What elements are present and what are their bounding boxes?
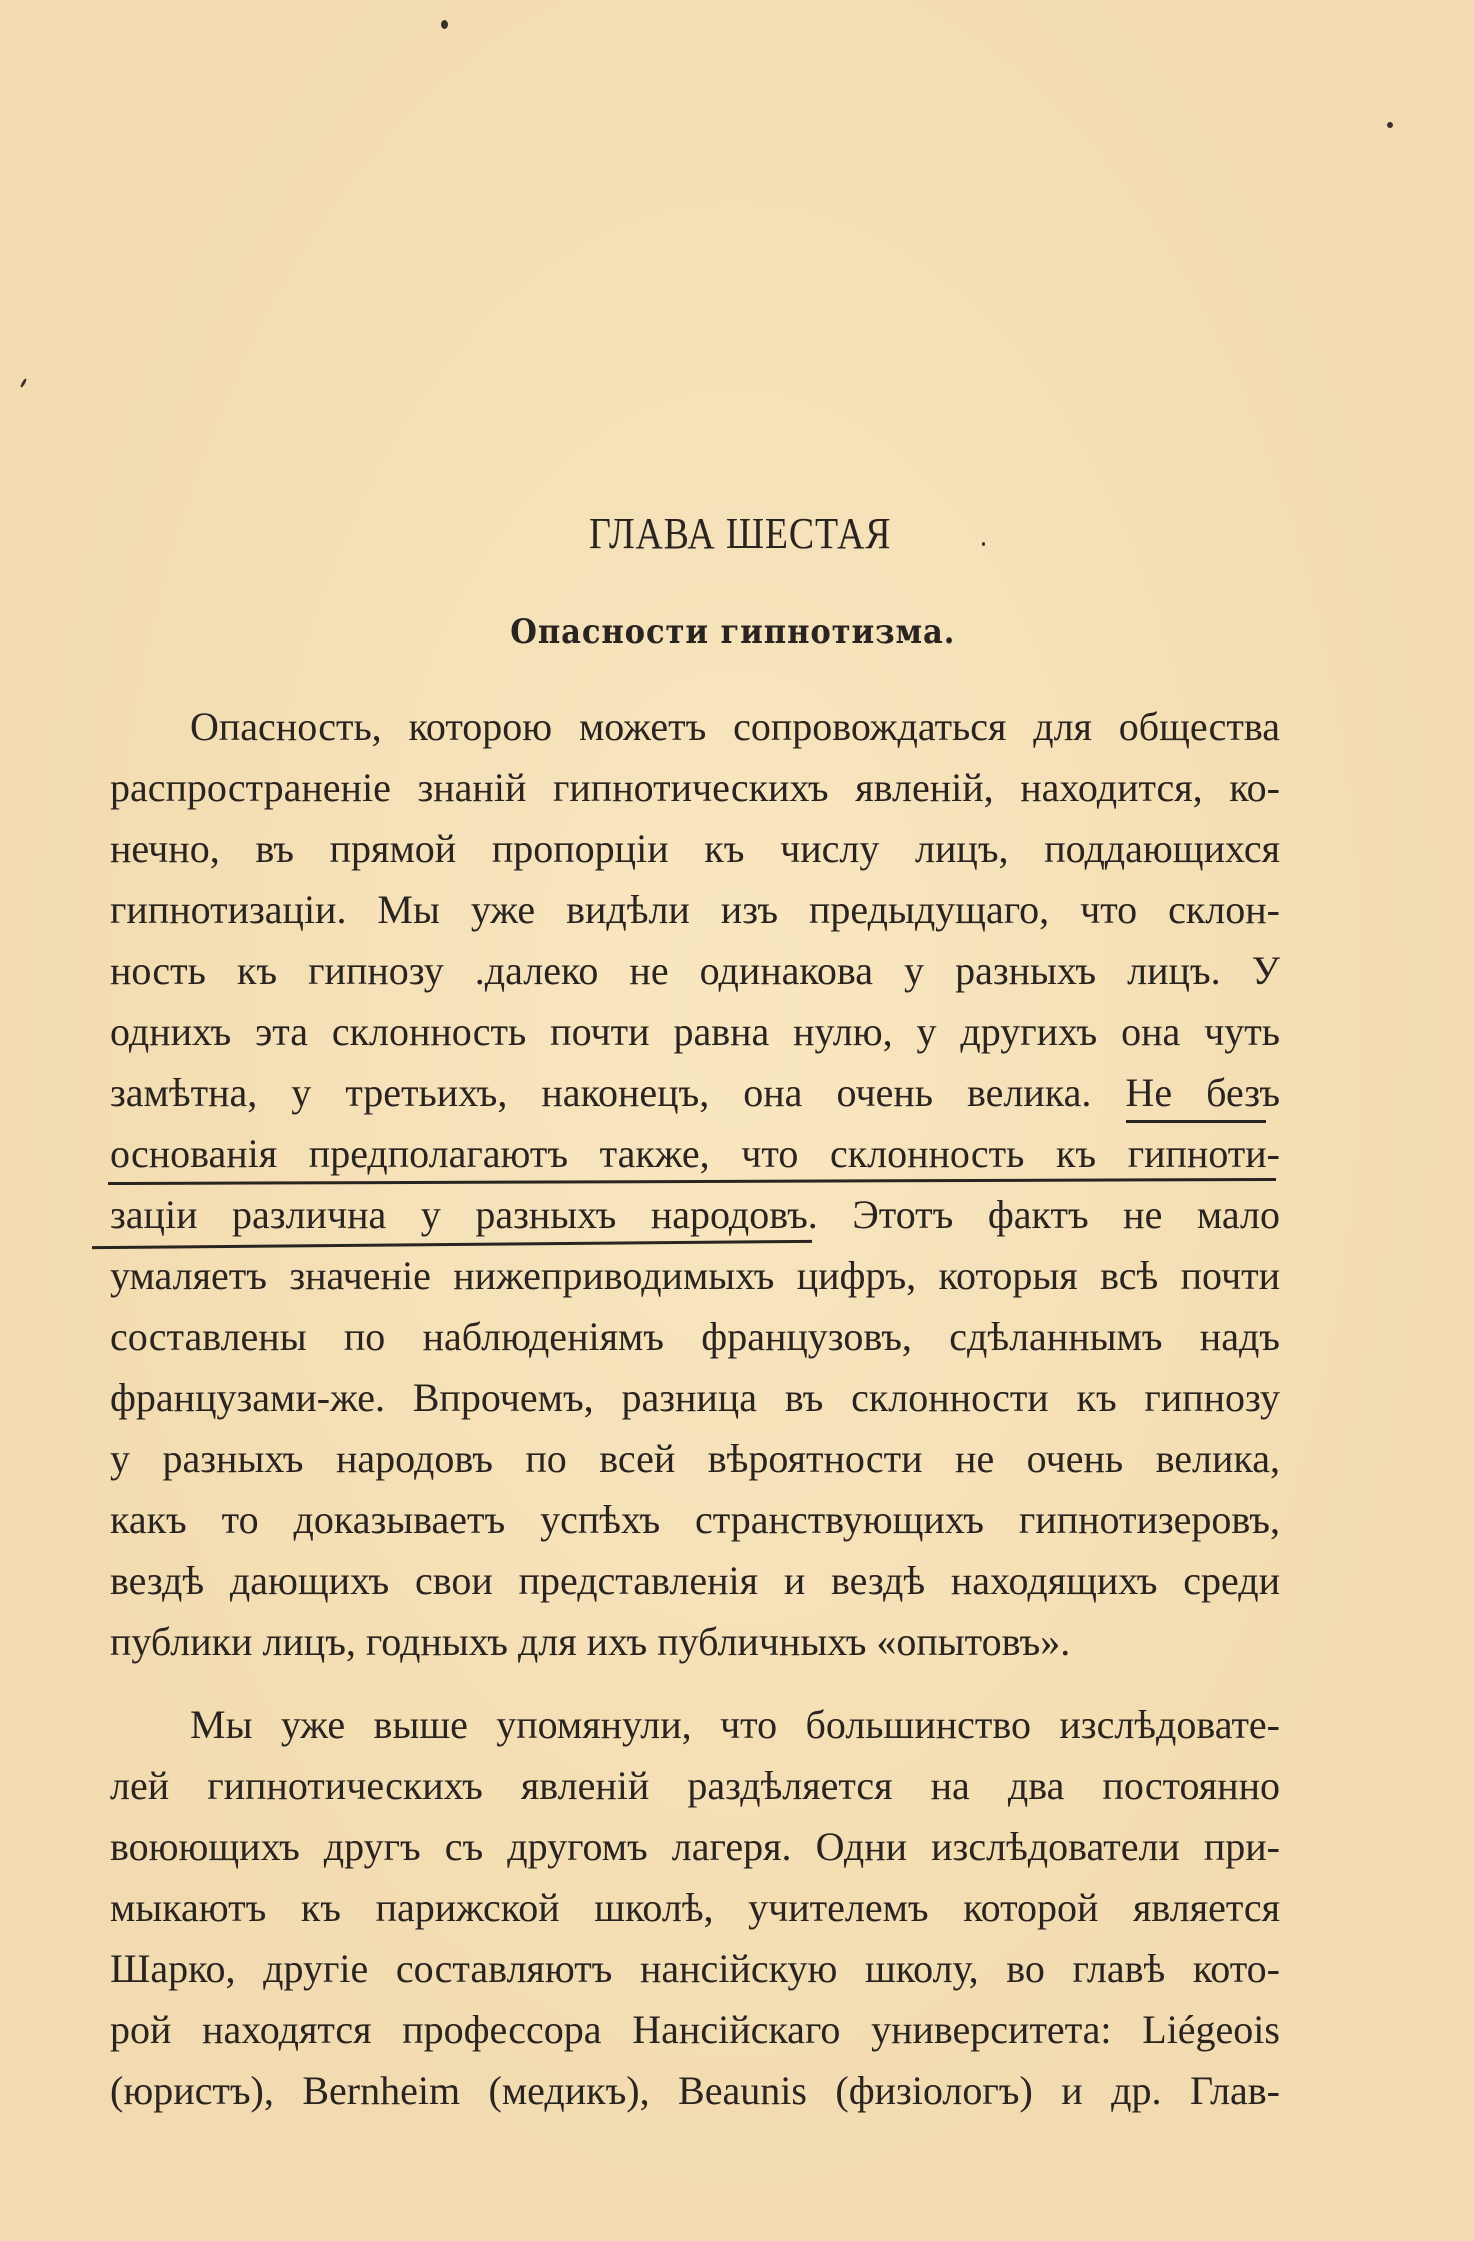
text-line: умаляетъ значеніе нижеприводимыхъ цифръ, которыя всѣ почти [110, 1253, 1280, 1298]
text-line: какъ то доказываетъ успѣхъ странствующихъ гипнотизеровъ, [110, 1497, 1280, 1542]
text-line: Шарко, другіе составляютъ нансійскую школу, во главѣ кото- [110, 1946, 1280, 1991]
ink-speck [1387, 122, 1393, 128]
pencil-underline [92, 1240, 812, 1249]
text-line: воюющихъ другъ съ другомъ лагеря. Одни изслѣдователи при- [110, 1824, 1280, 1869]
text-line: составлены по наблюденіямъ французовъ, сдѣланнымъ надъ [110, 1314, 1280, 1359]
text-line: лей гипнотическихъ явленій раздѣляется на два постоянно [110, 1763, 1280, 1808]
ink-speck [441, 20, 448, 29]
text-line: заціи различна у разныхъ народовъ. Этотъ фактъ не мало [110, 1192, 1280, 1237]
text-line: публики лицъ, годныхъ для ихъ публичныхъ «опытовъ». [110, 1619, 1071, 1664]
ink-speck [20, 378, 28, 388]
text-line: ность къ гипнозу .далеко не одинакова у разныхъ лицъ. У [110, 948, 1280, 993]
text-line: (юристъ), Bernheim (медикъ), Beaunis (физіологъ) и др. Глав- [110, 2068, 1280, 2113]
pencil-underline [1126, 1120, 1266, 1123]
text-line: рой находятся профессора Нансійскаго университета: Liégeois [110, 2007, 1280, 2052]
text-line: французами-же. Впрочемъ, разница въ склонности къ гипнозу [110, 1375, 1280, 1420]
text-line: гипнотизаціи. Мы уже видѣли изъ предыдущаго, что склон- [110, 887, 1280, 932]
text-line: основанія предполагаютъ также, что склонность къ гипноти- [110, 1131, 1280, 1176]
text-line: мыкаютъ къ парижской школѣ, учителемъ которой является [110, 1885, 1280, 1930]
text-line: вездѣ дающихъ свои представленія и вездѣ находящихъ среди [110, 1558, 1280, 1603]
section-title: Опасности гипнотизма. [510, 612, 956, 652]
text-line: нечно, въ прямой пропорціи къ числу лицъ, поддающихся [110, 826, 1280, 871]
text-line: у разныхъ народовъ по всей вѣроятности не очень велика, [110, 1436, 1280, 1481]
pencil-underline [108, 1178, 1276, 1185]
chapter-title: ГЛАВА ШЕСТАЯ [589, 509, 892, 558]
text-line: распространеніе знаній гипнотическихъ явленій, находится, ко- [110, 765, 1280, 810]
text-line: однихъ эта склонность почти равна нулю, у другихъ она чуть [110, 1009, 1280, 1054]
text-line: Опасность, которою можетъ сопровождаться для общества [190, 704, 1280, 749]
text-line: замѣтна, у третьихъ, наконецъ, она очень велика. Не безъ [110, 1070, 1280, 1115]
text-line: Мы уже выше упомянули, что большинство изслѣдовате- [190, 1702, 1280, 1747]
